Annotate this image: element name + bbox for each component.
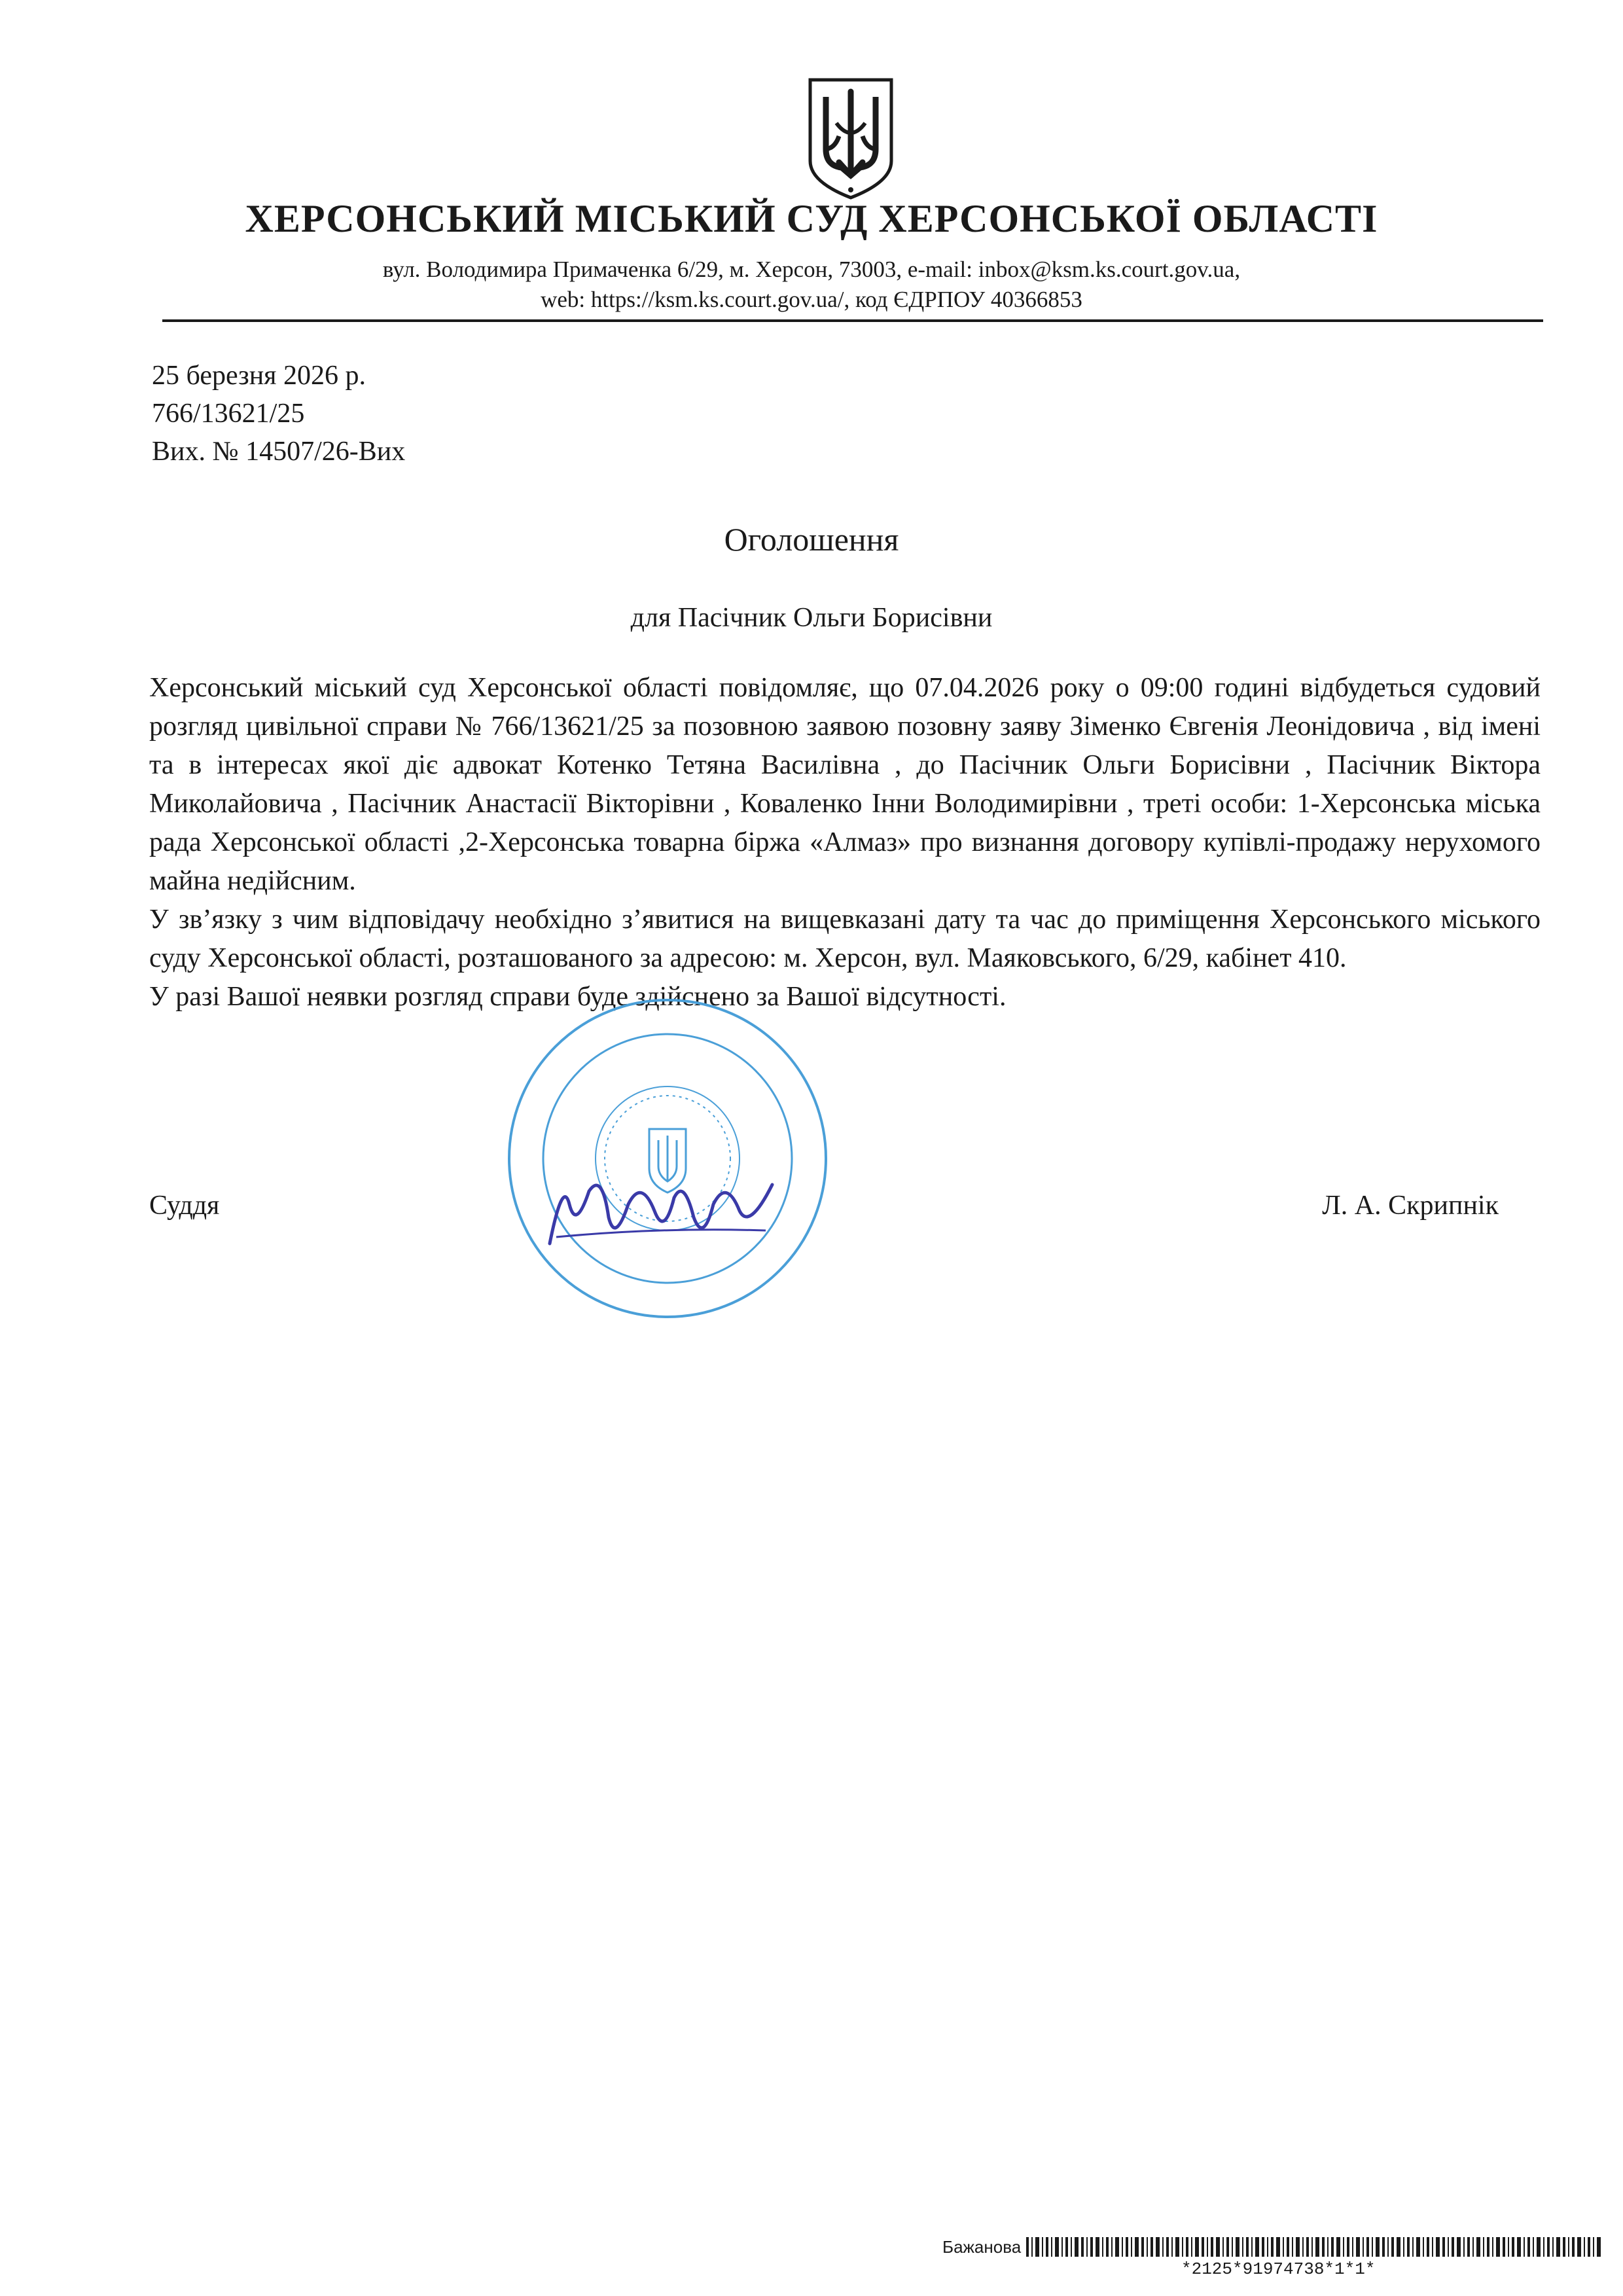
trident-emblem-icon: [806, 77, 895, 200]
document-date: 25 березня 2026 р.: [152, 361, 366, 391]
outgoing-number: Вих. № 14507/26-Вих: [152, 437, 406, 467]
barcode-icon: [1026, 2237, 1602, 2257]
operator-name: Бажанова: [942, 2237, 1022, 2257]
document-code: *2125*91974738*1*1*: [1181, 2259, 1376, 2279]
court-address-line1: вул. Володимира Примаченка 6/29, м. Херсон, 73003, e-mail: inbox@ksm.ks.court.gov.ua,: [382, 257, 1241, 282]
judge-name: Л. А. Скрипнік: [1322, 1191, 1499, 1221]
court-name: ХЕРСОНСЬКИЙ МІСЬКИЙ СУД ХЕРСОНСЬКОЇ ОБЛАСТІ: [245, 197, 1378, 240]
judge-label: Суддя: [149, 1191, 220, 1221]
notice-paragraph-2: У зв’язку з чим відповідачу необхідно з’явитися на вищевказані дату та час до приміщення Херсонського міського суду Херсонської області, розташованого за адресою: м. Херсон, вул. Маяковського, 6/29, кабінет 410.: [149, 905, 1541, 973]
judge-signature: [543, 1165, 779, 1257]
header-divider: [162, 319, 1543, 322]
notice-paragraph-3: У разі Вашої неявки розгляд справи буде здійснено за Вашої відсутності.: [149, 982, 1007, 1012]
court-seal-stamp: [504, 995, 831, 1322]
notice-body: [149, 669, 1541, 1016]
notice-title: Оголошення: [724, 521, 899, 558]
notice-paragraph-1: Херсонський міський суд Херсонської області повідомляє, що 07.04.2026 року о 09:00 годині відбудеться судовий розгляд цивільної справи № 766/13621/25 за позовною заявою позовну заяву Зіменко Євгенія Леонідовича , від імені та в інтересах якої діє адвокат Котенко Тетяна Василівна , до Пасічник Ольги Борисівни , Пасічник Віктора Миколайовича , Пасічник Анастасії Вікторівни , Коваленко Інни Володимирівни , треті особи: 1-Херсонська міська рада Херсонської області ,2-Херсонська товарна біржа «Алмаз» про визнання договору купівлі-продажу нерухомого майна недійсним.: [149, 673, 1541, 896]
court-address-line2: web: https://ksm.ks.court.gov.ua/, код ЄДРПОУ 40366853: [541, 287, 1082, 312]
case-number: 766/13621/25: [152, 399, 305, 429]
notice-recipient: для Пасічник Ольги Борисівни: [630, 603, 993, 633]
